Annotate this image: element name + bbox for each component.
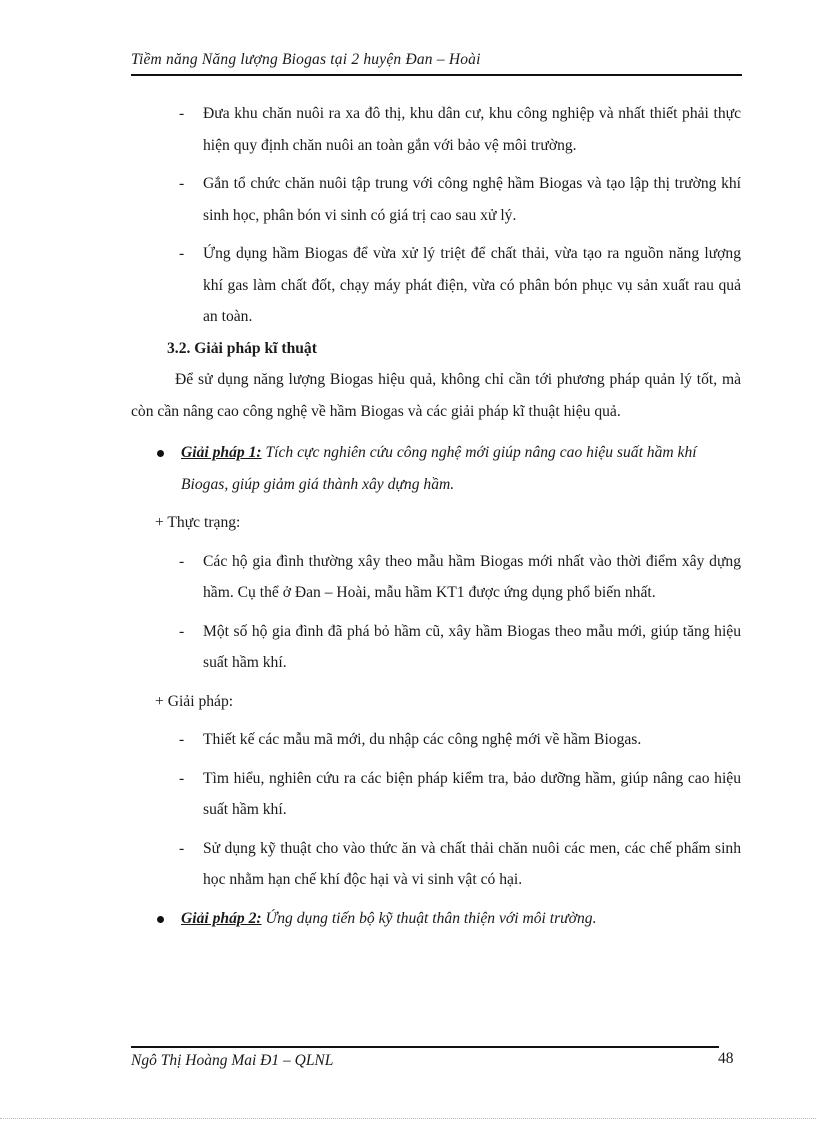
running-header: Tiềm năng Năng lượng Biogas tại 2 huyện Đan – Hoài (131, 51, 481, 68)
dash-marker: - (179, 731, 185, 748)
section-paragraph: Để sử dụng năng lượng Biogas hiệu quả, không chỉ cần tới phương pháp quản lý tốt, mà còn cần nâng cao công nghệ về hầm Biogas và các giải pháp kĩ thuật hiệu quả. (131, 371, 741, 420)
page-bottom-border (0, 1118, 816, 1119)
solution-2-label: Giải pháp 2: (181, 909, 262, 927)
dash-marker: - (179, 622, 185, 640)
current-state-label: + Thực trạng: (155, 514, 241, 531)
list-item-text: Các hộ gia đình thường xây theo mẫu hầm Biogas mới nhất vào thời điểm xây dựng hầm. Cụ thể ở Đan – Hoài, mẫu hầm KT1 được ứng dụng phổ biến nhất. (203, 552, 741, 601)
solution-label: + Giải pháp: (155, 692, 234, 710)
solution-1-label: Giải pháp 1: (181, 444, 262, 461)
list-item-text: Gắn tổ chức chăn nuôi tập trung với công nghệ hầm Biogas và tạo lập thị trường khí sinh học, phân bón vi sinh có giá trị cao sau xử lý. (203, 175, 741, 224)
list-item-text: Sử dụng kỹ thuật cho vào thức ăn và chất thải chăn nuôi các men, các chế phẩm sinh học nhằm hạn chế khí độc hại và vi sinh vật có hại. (203, 839, 741, 888)
list-item (131, 763, 741, 826)
solution-1-text: Tích cực nghiên cứu công nghệ mới giúp nâng cao hiệu suất hầm khí Biogas, giúp giảm giá thành xây dựng hầm. (181, 444, 697, 493)
dash-marker: - (179, 175, 185, 192)
dash-marker: - (179, 105, 185, 122)
dash-marker: - (179, 552, 185, 570)
solution-2-item (131, 903, 741, 935)
list-item-text: Đưa khu chăn nuôi ra xa đô thị, khu dân cư, khu công nghiệp và nhất thiết phải thực hiện quy định chăn nuôi an toàn gắn với bảo vệ môi trường. (203, 105, 741, 154)
list-item-text: Tìm hiểu, nghiên cứu ra các biện pháp kiểm tra, bảo dưỡng hầm, giúp nâng cao hiệu suất hầm khí. (203, 769, 741, 818)
list-item (131, 168, 741, 231)
list-item-text: Một số hộ gia đình đã phá bỏ hầm cũ, xây hầm Biogas theo mẫu mới, giúp tăng hiệu suất hầm khí. (203, 622, 741, 671)
list-item (131, 546, 741, 609)
page-body (131, 98, 741, 934)
list-item (131, 238, 741, 333)
list-item (131, 616, 741, 679)
section-heading: 3.2. Giải pháp kĩ thuật (167, 339, 317, 357)
header-rule (131, 74, 742, 76)
dash-marker: - (179, 245, 185, 262)
list-item (131, 98, 741, 161)
dash-marker: - (179, 839, 185, 857)
list-item (131, 724, 741, 756)
dash-marker: - (179, 769, 185, 787)
list-item-text: Thiết kế các mẫu mã mới, du nhập các công nghệ mới về hầm Biogas. (203, 731, 642, 748)
list-item-text: Ứng dụng hầm Biogas để vừa xử lý triệt để chất thải, vừa tạo ra nguồn năng lượng khí gas làm chất đốt, chạy máy phát điện, vừa có phân bón phục vụ sản xuất rau quả an toàn. (203, 245, 741, 325)
bullet-icon (157, 916, 164, 923)
page-number: 48 (718, 1050, 734, 1067)
footer-rule (131, 1046, 719, 1048)
solution-1-item (131, 437, 741, 500)
footer-author: Ngô Thị Hoàng Mai Đ1 – QLNL (131, 1052, 334, 1069)
solution-2-text: Ứng dụng tiến bộ kỹ thuật thân thiện với môi trường. (265, 909, 597, 927)
bullet-icon (157, 450, 164, 457)
list-item (131, 833, 741, 896)
